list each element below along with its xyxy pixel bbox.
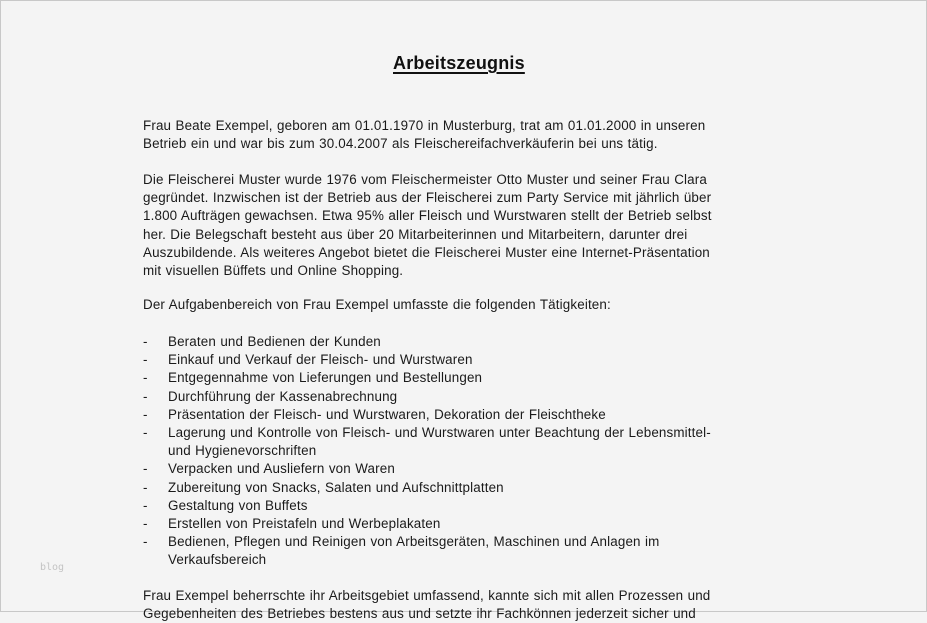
list-item-text: Einkauf und Verkauf der Fleisch- und Wurstwaren <box>168 352 473 368</box>
performance-paragraph <box>143 587 710 623</box>
list-item <box>143 388 711 406</box>
text-line: Frau Exempel beherrschte ihr Arbeitsgebiet umfassend, kannte sich mit allen Prozessen und <box>143 588 711 603</box>
intro-paragraph <box>143 117 705 153</box>
list-item <box>143 333 711 351</box>
text-line: Gegebenheiten des Betriebes bestens aus und setzte ihr Fachkönnen jederzeit sicher und <box>143 606 696 622</box>
list-item <box>143 497 711 515</box>
watermark: blog <box>40 562 65 573</box>
text-line: Die Fleischerei Muster wurde 1976 vom Fleischermeister Otto Muster und seiner Frau Clara <box>143 172 707 187</box>
list-item-text: Verkaufsbereich <box>168 552 267 568</box>
list-item <box>143 424 711 460</box>
list-item <box>143 533 711 569</box>
list-item <box>143 351 711 369</box>
dash-bullet-icon: - <box>143 479 148 495</box>
dash-bullet-icon: - <box>143 406 148 422</box>
text-line: gegründet. Inzwischen ist der Betrieb aus der Fleischerei zum Party Service mit jährlich über <box>143 190 712 206</box>
list-item <box>143 369 711 387</box>
list-item-text: Durchführung der Kassenabrechnung <box>168 388 398 404</box>
list-item <box>143 460 711 478</box>
list-item <box>143 406 711 424</box>
company-paragraph <box>143 171 712 280</box>
dash-bullet-icon: - <box>143 461 148 477</box>
dash-bullet-icon: - <box>143 425 148 441</box>
list-item-text: Gestaltung von Buffets <box>168 497 308 513</box>
list-item-text: Zubereitung von Snacks, Salaten und Aufschnittplatten <box>168 479 504 495</box>
dash-bullet-icon: - <box>143 534 148 550</box>
dash-bullet-icon: - <box>143 388 148 404</box>
document-title: Arbeitszeugnis <box>393 53 525 73</box>
text-line: her. Die Belegschaft besteht aus über 20 Mitarbeiterinnen und Mitarbeitern, darunter drei <box>143 226 688 242</box>
list-item <box>143 515 711 533</box>
text-line: Auszubildende. Als weiteres Angebot bietet die Fleischerei Muster eine Internet-Präsentation <box>143 244 710 260</box>
text-line: Betrieb ein und war bis zum 30.04.2007 als Fleischereifachverkäuferin bei uns tätig. <box>143 136 658 152</box>
dash-bullet-icon: - <box>143 497 148 513</box>
text-line: Der Aufgabenbereich von Frau Exempel umfasste die folgenden Tätigkeiten: <box>143 297 611 312</box>
list-item-text: und Hygienevorschriften <box>168 443 317 459</box>
tasks-intro-paragraph <box>143 296 611 314</box>
dash-bullet-icon: - <box>143 334 148 349</box>
list-item-text: Bedienen, Pflegen und Reinigen von Arbeitsgeräten, Maschinen und Anlagen im <box>168 534 660 550</box>
list-item <box>143 479 711 497</box>
list-item-text: Beraten und Bedienen der Kunden <box>168 334 381 349</box>
list-item-text: Erstellen von Preistafeln und Werbeplakaten <box>168 516 441 532</box>
text-line: mit visuellen Büffets und Online Shopping. <box>143 263 404 279</box>
text-line: Frau Beate Exempel, geboren am 01.01.1970 in Musterburg, trat am 01.01.2000 in unseren <box>143 118 706 133</box>
list-item-text: Entgegennahme von Lieferungen und Bestellungen <box>168 370 483 386</box>
dash-bullet-icon: - <box>143 352 148 368</box>
list-item-text: Verpacken und Ausliefern von Waren <box>168 461 395 477</box>
dash-bullet-icon: - <box>143 370 148 386</box>
list-item-text: Lagerung und Kontrolle von Fleisch- und Wurstwaren unter Beachtung der Lebensmittel- <box>168 425 711 441</box>
dash-bullet-icon: - <box>143 516 148 532</box>
text-line: 1.800 Aufträgen gewachsen. Etwa 95% aller Fleisch und Wurstwaren stellt der Betrieb selbst <box>143 208 712 224</box>
tasks-list <box>143 333 711 570</box>
list-item-text: Präsentation der Fleisch- und Wurstwaren, Dekoration der Fleischtheke <box>168 406 606 422</box>
